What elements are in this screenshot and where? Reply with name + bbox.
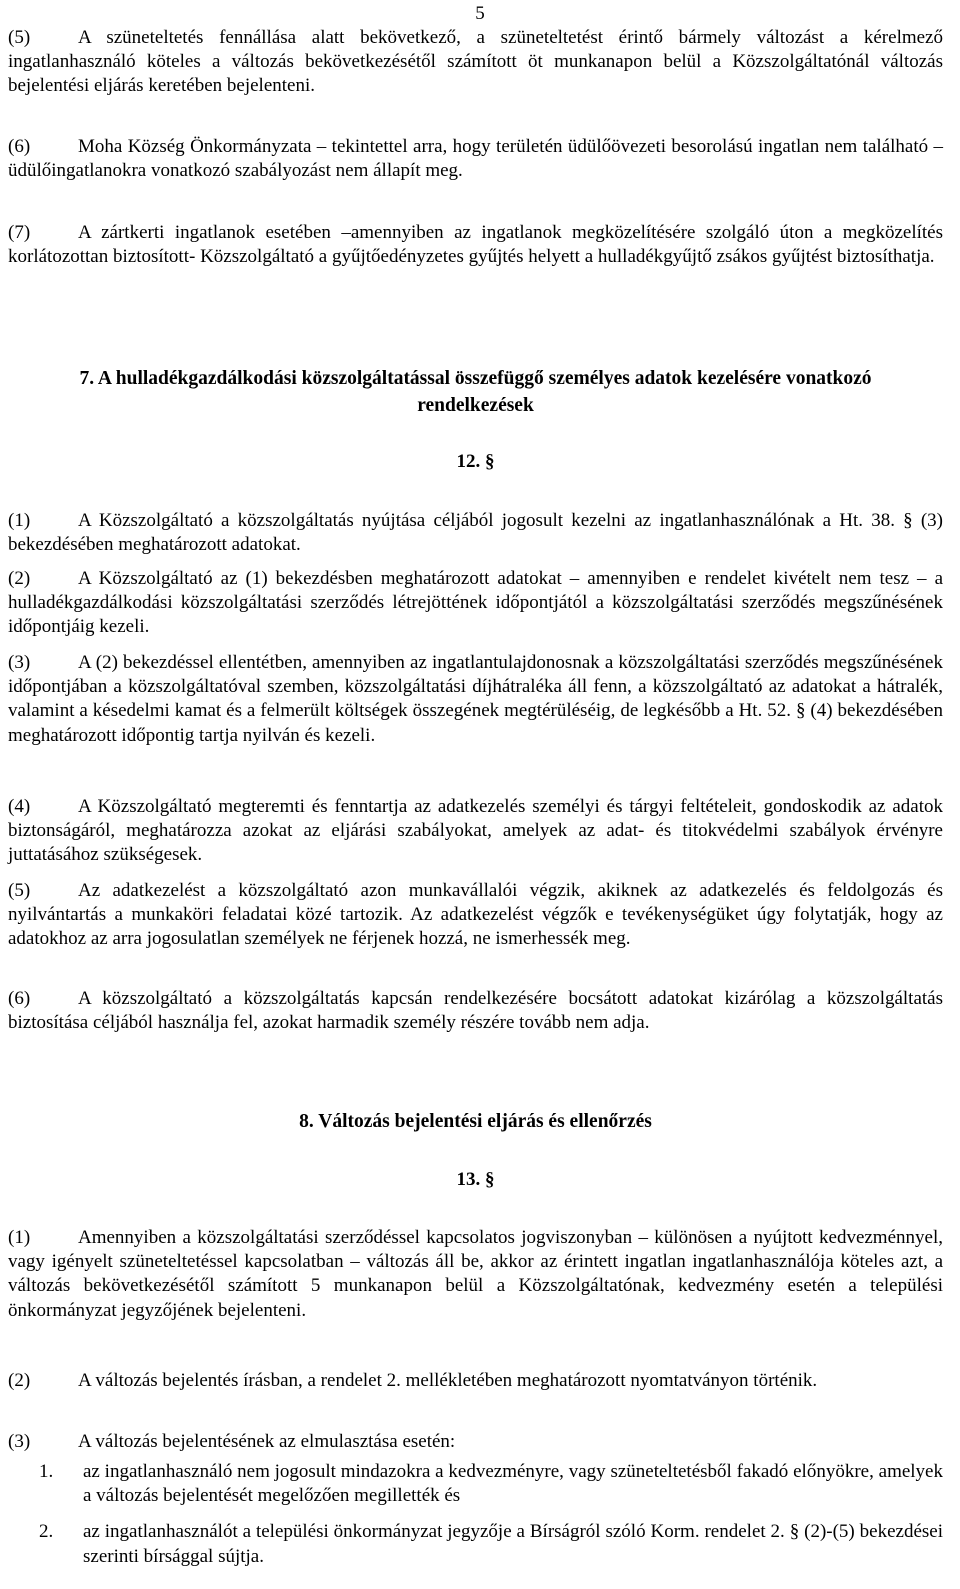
numbered-list [8,1460,943,1569]
paragraph-label: (6) [8,988,31,1009]
paragraph-text: A (2) bekezdéssel ellentétben, amennyiben az ingatlantulajdonosnak a közszolgáltatási szerződés megszűnésének időpontjában a közszolgáltatóval szemben, közszolgáltatási díjhátraléka áll fenn, a közszolgáltató az adatokat a hátralék, valamint a késedelmi kamat és a felmerült költségek összegének megtérüléséig, de legkésőbb a Ht. 52. § (4) bekezdésében meghatározott időpontig tartja nyilván és kezeli. [8,652,943,746]
paragraph-text: A Közszolgáltató a közszolgáltatás nyújtása céljából jogosult kezelni az ingatlanhasználónak a Ht. 38. § (3) bekezdésében meghatározott adatokat. [8,510,943,556]
paragraph-label: (3) [8,652,31,673]
list-item-text: az ingatlanhasználó nem jogosult mindazokra a kedvezményre, vagy szüneteltetésből fakadó előnyökre, amelyek a változás bejelentését megelőzően megillették és [83,1461,943,1507]
paragraph-6 [8,135,943,183]
ch8-paragraph-1 [8,1226,943,1323]
ch7-paragraph-2 [8,567,943,640]
paragraph-text: Az adatkezelést a közszolgáltató azon munkavállalói végzik, akiknek az adatkezelés és feldolgozás és nyilvántartás a munkaköri feladatai közé tartozik. Az adatkezelést végzők e tevékenységüket úgy folytatják, hogy az adatokhoz az arra jogosulatlan személyek ne férjenek hozzá, ne ismerhessék meg. [8,880,943,950]
paragraph-label: (1) [8,510,31,531]
paragraph-label: (7) [8,222,31,243]
paragraph-label: (1) [8,1227,31,1248]
ch7-paragraph-5 [8,879,943,952]
ch8-paragraph-3 [8,1430,943,1454]
paragraph-label: (6) [8,136,31,157]
paragraph-label: (4) [8,796,31,817]
paragraph-text: A közszolgáltató a közszolgáltatás kapcsán rendelkezésére bocsátott adatokat kizárólag a közszolgáltatás biztosítása céljából használja fel, azokat harmadik személy részére tovább nem adja. [8,988,943,1034]
list-item [8,1520,943,1568]
paragraph-label: (5) [8,27,31,48]
paragraph-7 [8,221,943,269]
paragraph-text: A szüneteltetés fennállása alatt bekövetkező, a szüneteltetést érintő bármely változást a kérelmező ingatlanhasználó köteles a változás bekövetkezésétől számított öt munkanapon belül a Közszolgáltatónál változás bejelentési eljárás keretében bejelenteni. [8,27,943,97]
ch7-paragraph-4 [8,795,943,868]
paragraph-label: (2) [8,568,31,589]
ch8-paragraph-2 [8,1369,943,1393]
paragraph-text: A zártkerti ingatlanok esetében –amennyiben az ingatlanok megközelítésére szolgáló úton a megközelítés korlátozottan biztosított- Közszolgáltató a gyűjtőedényzetes gyűjtés helyett a hulladékgyűjtő zsákos gyűjtést biztosíthatja. [8,222,943,268]
chapter-7-title: 7. A hulladékgazdálkodási közszolgáltatással összefüggő személyes adatok kezelésére vonatkozó rendelkezések [79,368,872,416]
paragraph-text: A Közszolgáltató megteremti és fenntartja az adatkezelés személyi és tárgyi feltételeit, gondoskodik az adatok biztonságáról, meghatározza azokat az eljárási szabályokat, amelyek az adat- és titokvédelmi szabályok érvényre juttatásához szükségesek. [8,796,943,866]
paragraph-5 [8,26,943,99]
section-13: 13. § [456,1169,495,1190]
list-item-number: 2. [39,1521,54,1543]
chapter-8-title: 8. Változás bejelentési eljárás és ellenőrzés [299,1111,652,1132]
paragraph-label: (3) [8,1431,31,1452]
paragraph-text: A változás bejelentésének az elmulasztása esetén: [78,1431,456,1452]
paragraph-label: (2) [8,1370,31,1391]
paragraph-text: A változás bejelentés írásban, a rendelet 2. mellékletében meghatározott nyomtatványon történik. [78,1370,818,1391]
section-12: 12. § [456,451,495,472]
ch7-paragraph-3 [8,651,943,748]
paragraph-label: (5) [8,880,31,901]
list-item [8,1460,943,1508]
list-item-number: 1. [39,1461,54,1482]
list-item-text: az ingatlanhasználót a települési önkormányzat jegyzője a Bírságról szóló Korm. rendelet 2. § (2)-(5) bekezdései szerinti bírsággal sújtja. [83,1521,943,1567]
ch7-paragraph-6 [8,987,943,1035]
paragraph-text: Moha Község Önkormányzata – tekintettel arra, hogy területén üdülőövezeti besorolású ingatlan nem található – üdülőingatlanokra vonatkozó szabályozást nem állapít meg. [8,136,943,182]
ch7-paragraph-1 [8,509,943,557]
page-number: 5 [475,3,485,24]
paragraph-text: Amennyiben a közszolgáltatási szerződéssel kapcsolatos jogviszonyban – különösen a nyújtott kedvezménnyel, vagy igényelt szüneteltetéssel kapcsolatban – változás áll be, akkor az érintett ingatlan ingatlanhasználója köteles azt, a változás bekövetkezésétől számított 5 munkanapon belül a Közszolgáltatónak, kedvezmény esetén a települési önkormányzat jegyzőjének bejelenteni. [8,1227,943,1321]
paragraph-text: A Közszolgáltató az (1) bekezdésben meghatározott adatokat – amennyiben e rendelet kivételt nem tesz – a hulladékgazdálkodási közszolgáltatási szerződés létrejöttének időpontjától a közszolgáltatási szerződés megszűnésének időpontjáig kezeli. [8,568,943,638]
